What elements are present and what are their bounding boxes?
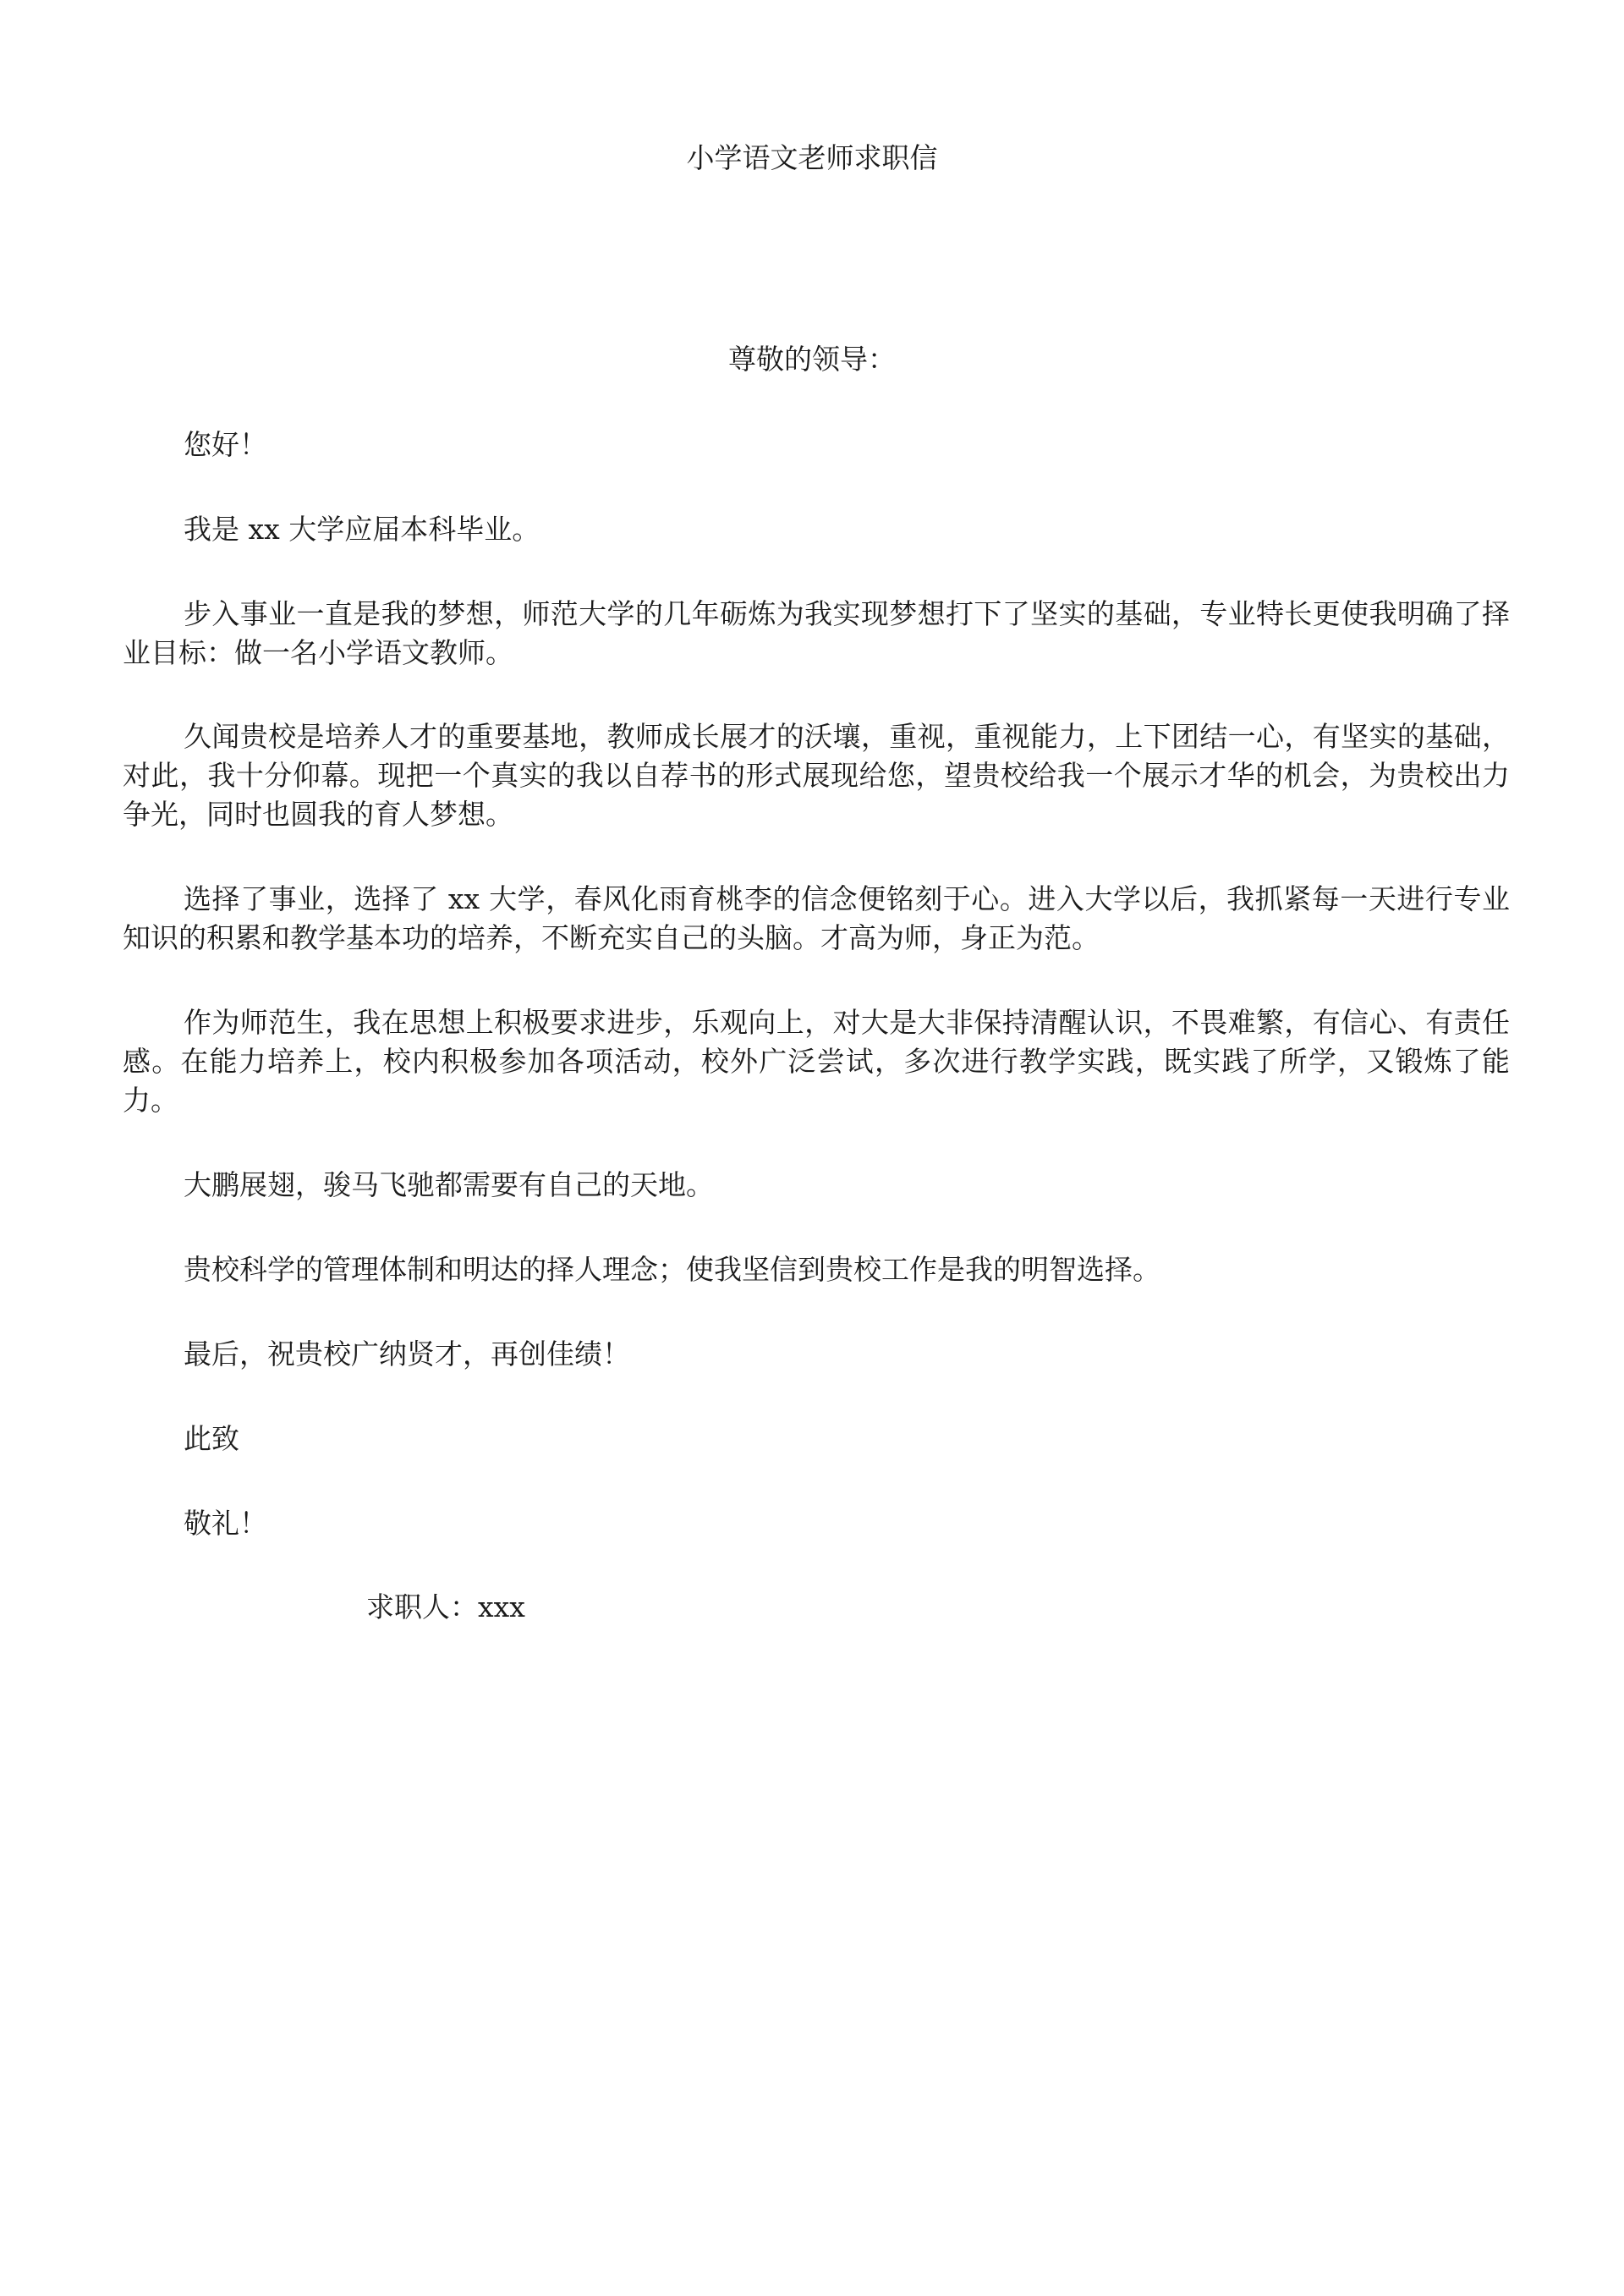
signature: 求职人：xxx — [366, 1590, 525, 1623]
closing-jingli: 敬礼！ — [184, 1507, 267, 1540]
aspiration-paragraph: 大鹏展翅，骏马飞驰都需要有自己的天地。 — [184, 1168, 714, 1201]
school-admiration-paragraph: 久闻贵校是培养人才的重要基地，教师成长展才的沃壤，重视，重视能力，上下团结一心，有坚实的基础，对此，我十分仰幕。现把一个真实的我以自荐书的形式展现给您，望贵校给我一个展示才华的机会，为贵校出力争光，同时也圆我的育人梦想。 — [123, 720, 1510, 831]
choice-paragraph: 贵校科学的管理体制和明达的择人理念；使我坚信到贵校工作是我的明智选择。 — [184, 1253, 1160, 1286]
university-paragraph: 选择了事业，选择了 xx 大学，春风化雨育桃李的信念便铭刻于心。进入大学以后，我抓紧每一天进行专业知识的积累和教学基本功的培养，不断充实自己的头脑。才高为师，身正为范。 — [123, 882, 1510, 954]
salutation: 尊敬的领导： — [728, 343, 896, 376]
career-goal-paragraph: 步入事业一直是我的梦想，师范大学的几年砺炼为我实现梦想打下了坚实的基础，专业特长更使我明确了择业目标：做一名小学语文教师。 — [123, 597, 1510, 669]
intro-paragraph: 我是 xx 大学应届本科毕业。 — [184, 513, 540, 546]
document-title: 小学语文老师求职信 — [686, 141, 938, 174]
closing-cizhi: 此致 — [184, 1422, 239, 1455]
closing-wish: 最后，祝贵校广纳贤才，再创佳绩！ — [184, 1338, 630, 1370]
student-qualities-paragraph: 作为师范生，我在思想上积极要求进步，乐观向上，对大是大非保持清醒认识，不畏难繁，有信心、有责任感。在能力培养上，校内积极参加各项活动，校外广泛尝试，多次进行教学实践，既实践了所学，又锻炼了能力。 — [123, 1006, 1510, 1117]
greeting: 您好！ — [184, 428, 267, 461]
